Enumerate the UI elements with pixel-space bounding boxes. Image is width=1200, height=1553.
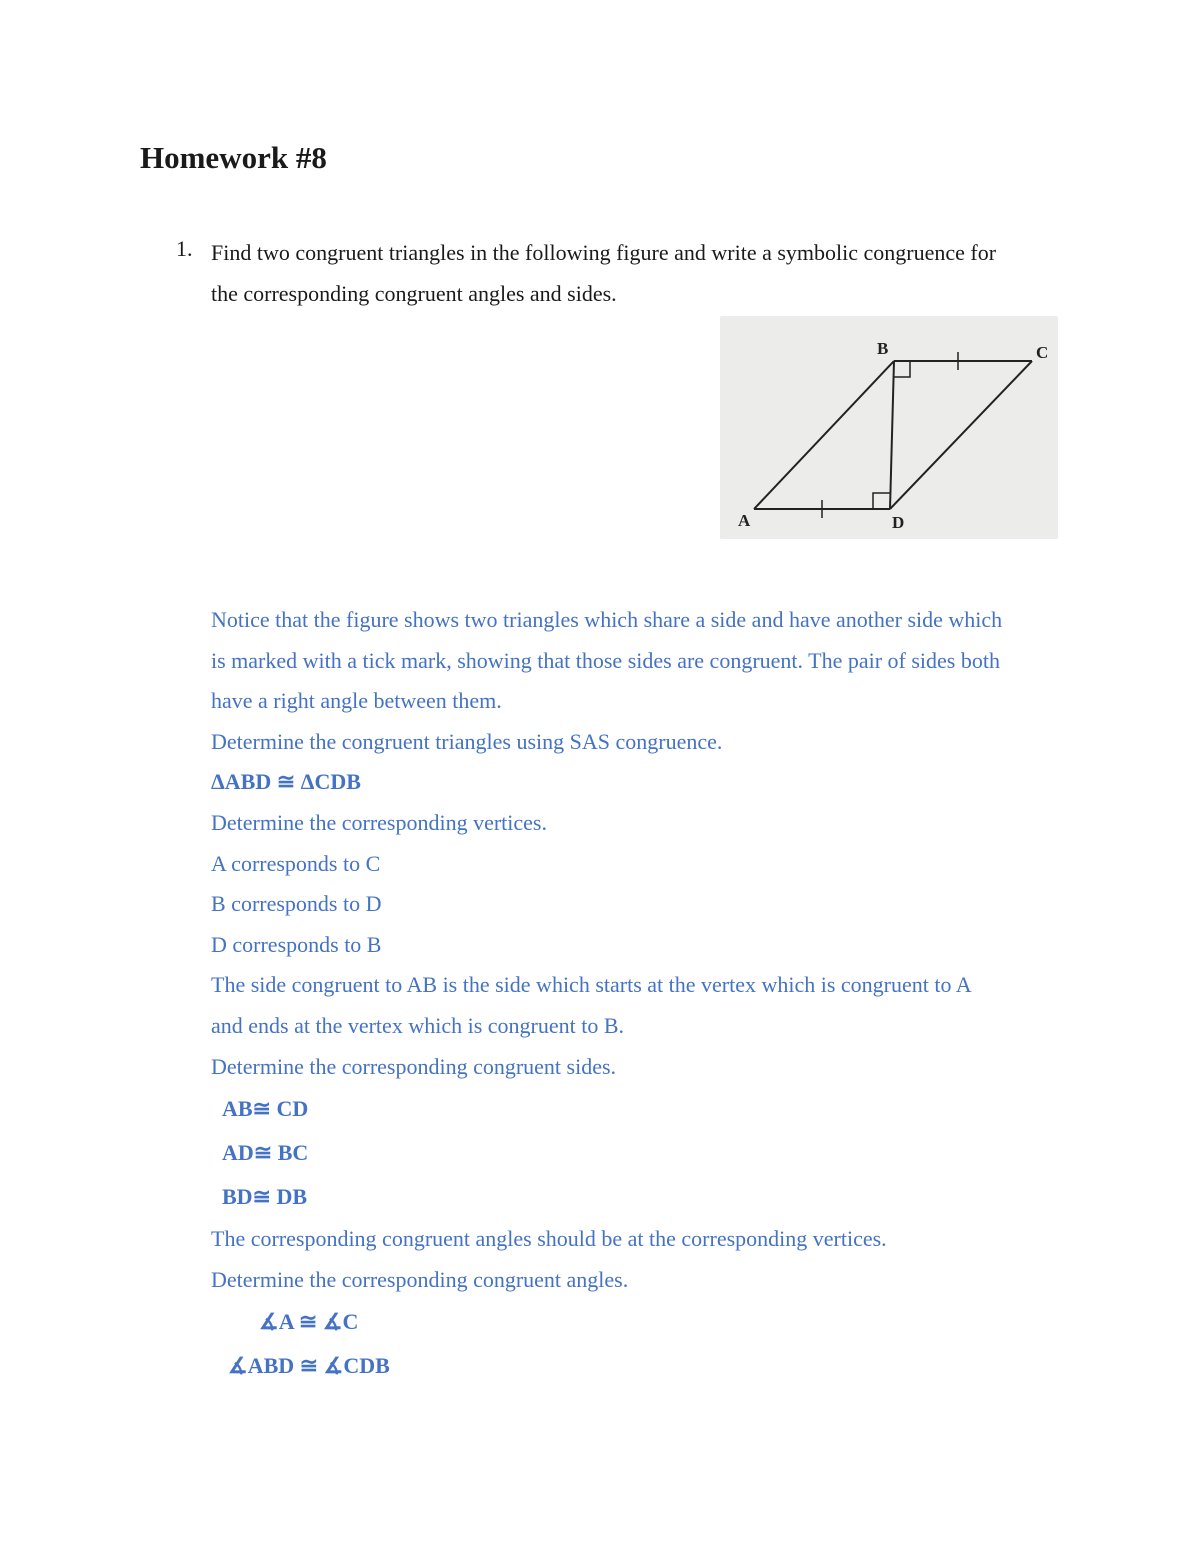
right-angle-mark-d [873, 493, 890, 509]
angle-congruence: ∡ABD ≅ ∡CDB [228, 1353, 390, 1379]
question-number: 1. [176, 236, 193, 261]
angle-congruence: ∡A ≅ ∡C [259, 1309, 359, 1335]
page-title: Homework #8 [140, 140, 327, 175]
question-line: the corresponding congruent angles and sides. [211, 281, 617, 306]
diagonal-bd [890, 361, 894, 509]
vertex-correspondence: A corresponds to C [211, 850, 381, 876]
vertex-label-d: D [892, 513, 905, 532]
answer-line: Determine the corresponding congruent angles. [211, 1266, 629, 1292]
answer-line: Determine the corresponding vertices. [211, 809, 547, 835]
triangle-congruence: ΔABD ≅ ΔCDB [211, 769, 361, 795]
figure-drawing [720, 316, 1058, 539]
answer-line: The side congruent to AB is the side which starts at the vertex which is congruent to A [211, 972, 972, 998]
answer-line: and ends at the vertex which is congruent to B. [211, 1012, 625, 1038]
vertex-label-b: B [877, 339, 889, 358]
vertex-label-c: C [1036, 343, 1049, 362]
question-text [211, 232, 1071, 314]
answer-block [211, 600, 1002, 1388]
side-congruence: AD≅ BC [222, 1140, 309, 1166]
answer-line: Determine the corresponding congruent sides. [211, 1053, 617, 1079]
answer-line: The corresponding congruent angles should be at the corresponding vertices. [211, 1226, 887, 1252]
side-ab [754, 361, 894, 509]
right-angle-mark-b [894, 361, 910, 377]
answer-line: have a right angle between them. [211, 688, 502, 714]
side-cd [890, 361, 1032, 509]
answer-line: Determine the congruent triangles using SAS congruence. [211, 728, 723, 754]
answer-line: Notice that the figure shows two triangles which share a side and have another side which [211, 607, 1003, 632]
parallelogram-figure [720, 316, 1058, 539]
vertex-label-a: A [738, 511, 751, 530]
vertex-correspondence: D corresponds to B [211, 931, 382, 957]
side-congruence: AB≅ CD [222, 1096, 309, 1122]
answer-line: is marked with a tick mark, showing that those sides are congruent. The pair of sides both [211, 647, 1000, 673]
question-line: Find two congruent triangles in the following figure and write a symbolic congruence for [211, 240, 997, 265]
vertex-correspondence: B corresponds to D [211, 891, 382, 917]
side-congruence: BD≅ DB [222, 1184, 308, 1210]
